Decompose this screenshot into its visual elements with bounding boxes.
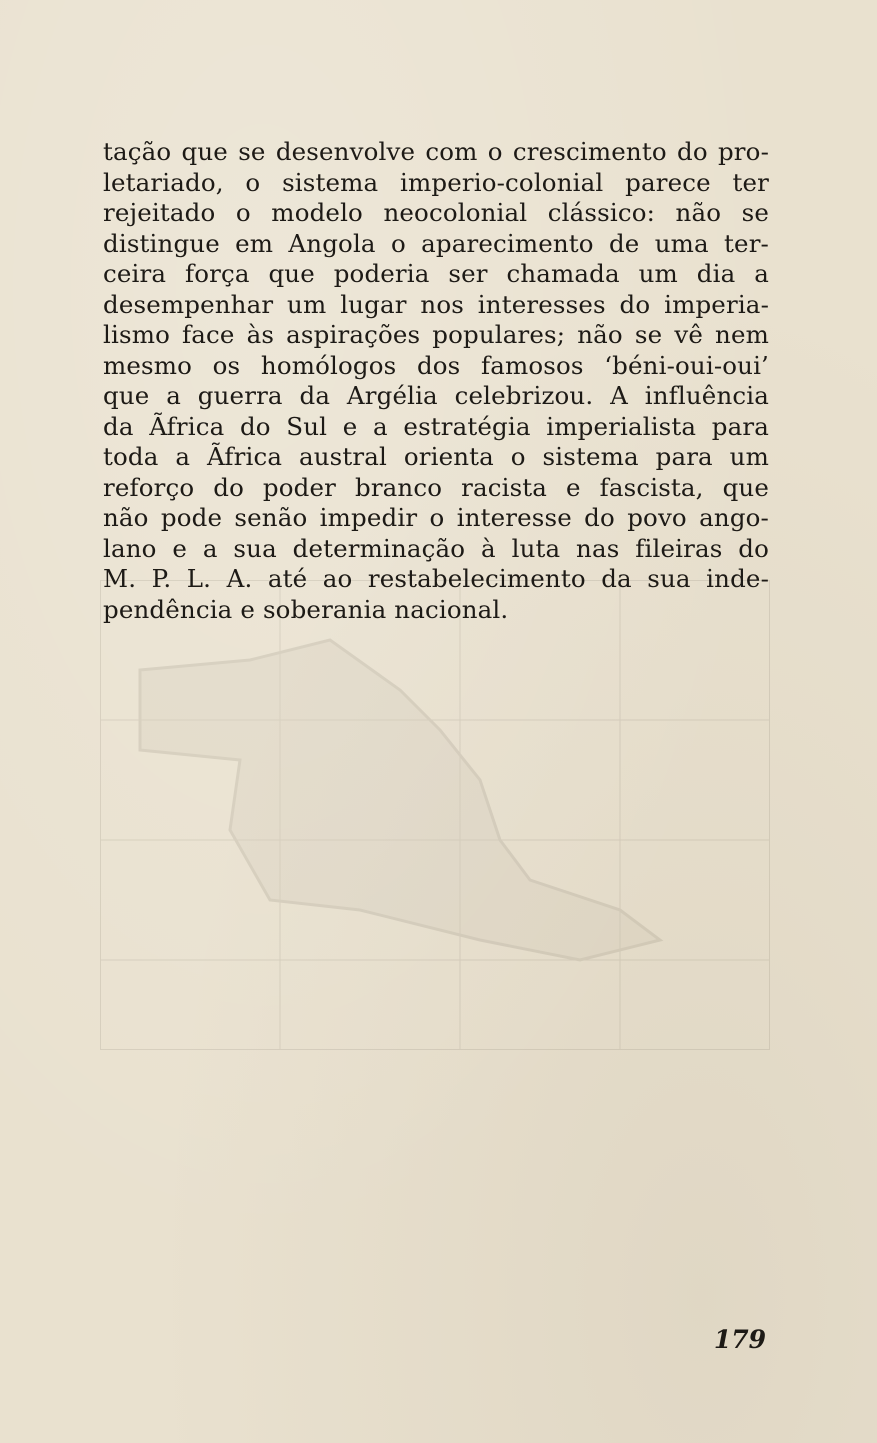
text-line: não pode senão impedir o interesse do povo ango- xyxy=(103,503,769,532)
text-line: M. P. L. A. até ao restabelecimento da sua inde- xyxy=(103,564,769,593)
text-line: desempenhar um lugar nos interesses do imperia- xyxy=(103,289,769,319)
show-through-map xyxy=(100,580,770,1050)
text-line: ceira força que poderia ser chamada um dia a xyxy=(103,259,769,288)
text-line: da Ãfrica do Sul e a estratégia imperialista para xyxy=(103,411,769,441)
body-paragraph xyxy=(103,137,769,625)
text-line: lismo face às aspirações populares; não se vê nem xyxy=(103,320,769,349)
text-line: rejeitado o modelo neocolonial clássico: não se xyxy=(103,198,769,227)
page-number: 179 xyxy=(713,1325,766,1354)
text-line: mesmo os homólogos dos famosos ‘béni-oui-oui’ xyxy=(103,350,769,380)
text-line: que a guerra da Argélia celebrizou. A influência xyxy=(103,381,769,410)
text-line: letariado, o sistema imperio-colonial parece ter xyxy=(103,167,769,197)
text-line: toda a Ãfrica austral orienta o sistema para um xyxy=(103,442,769,471)
text-line: tação que se desenvolve com o crescimento do pro- xyxy=(103,137,769,166)
text-line: distingue em Angola o aparecimento de uma ter- xyxy=(103,228,769,258)
text-line: reforço do poder branco racista e fascista, que xyxy=(103,472,769,502)
text-line: lano e a sua determinação à luta nas fileiras do xyxy=(103,533,769,563)
text-line-last: pendência e soberania nacional. xyxy=(103,594,509,624)
